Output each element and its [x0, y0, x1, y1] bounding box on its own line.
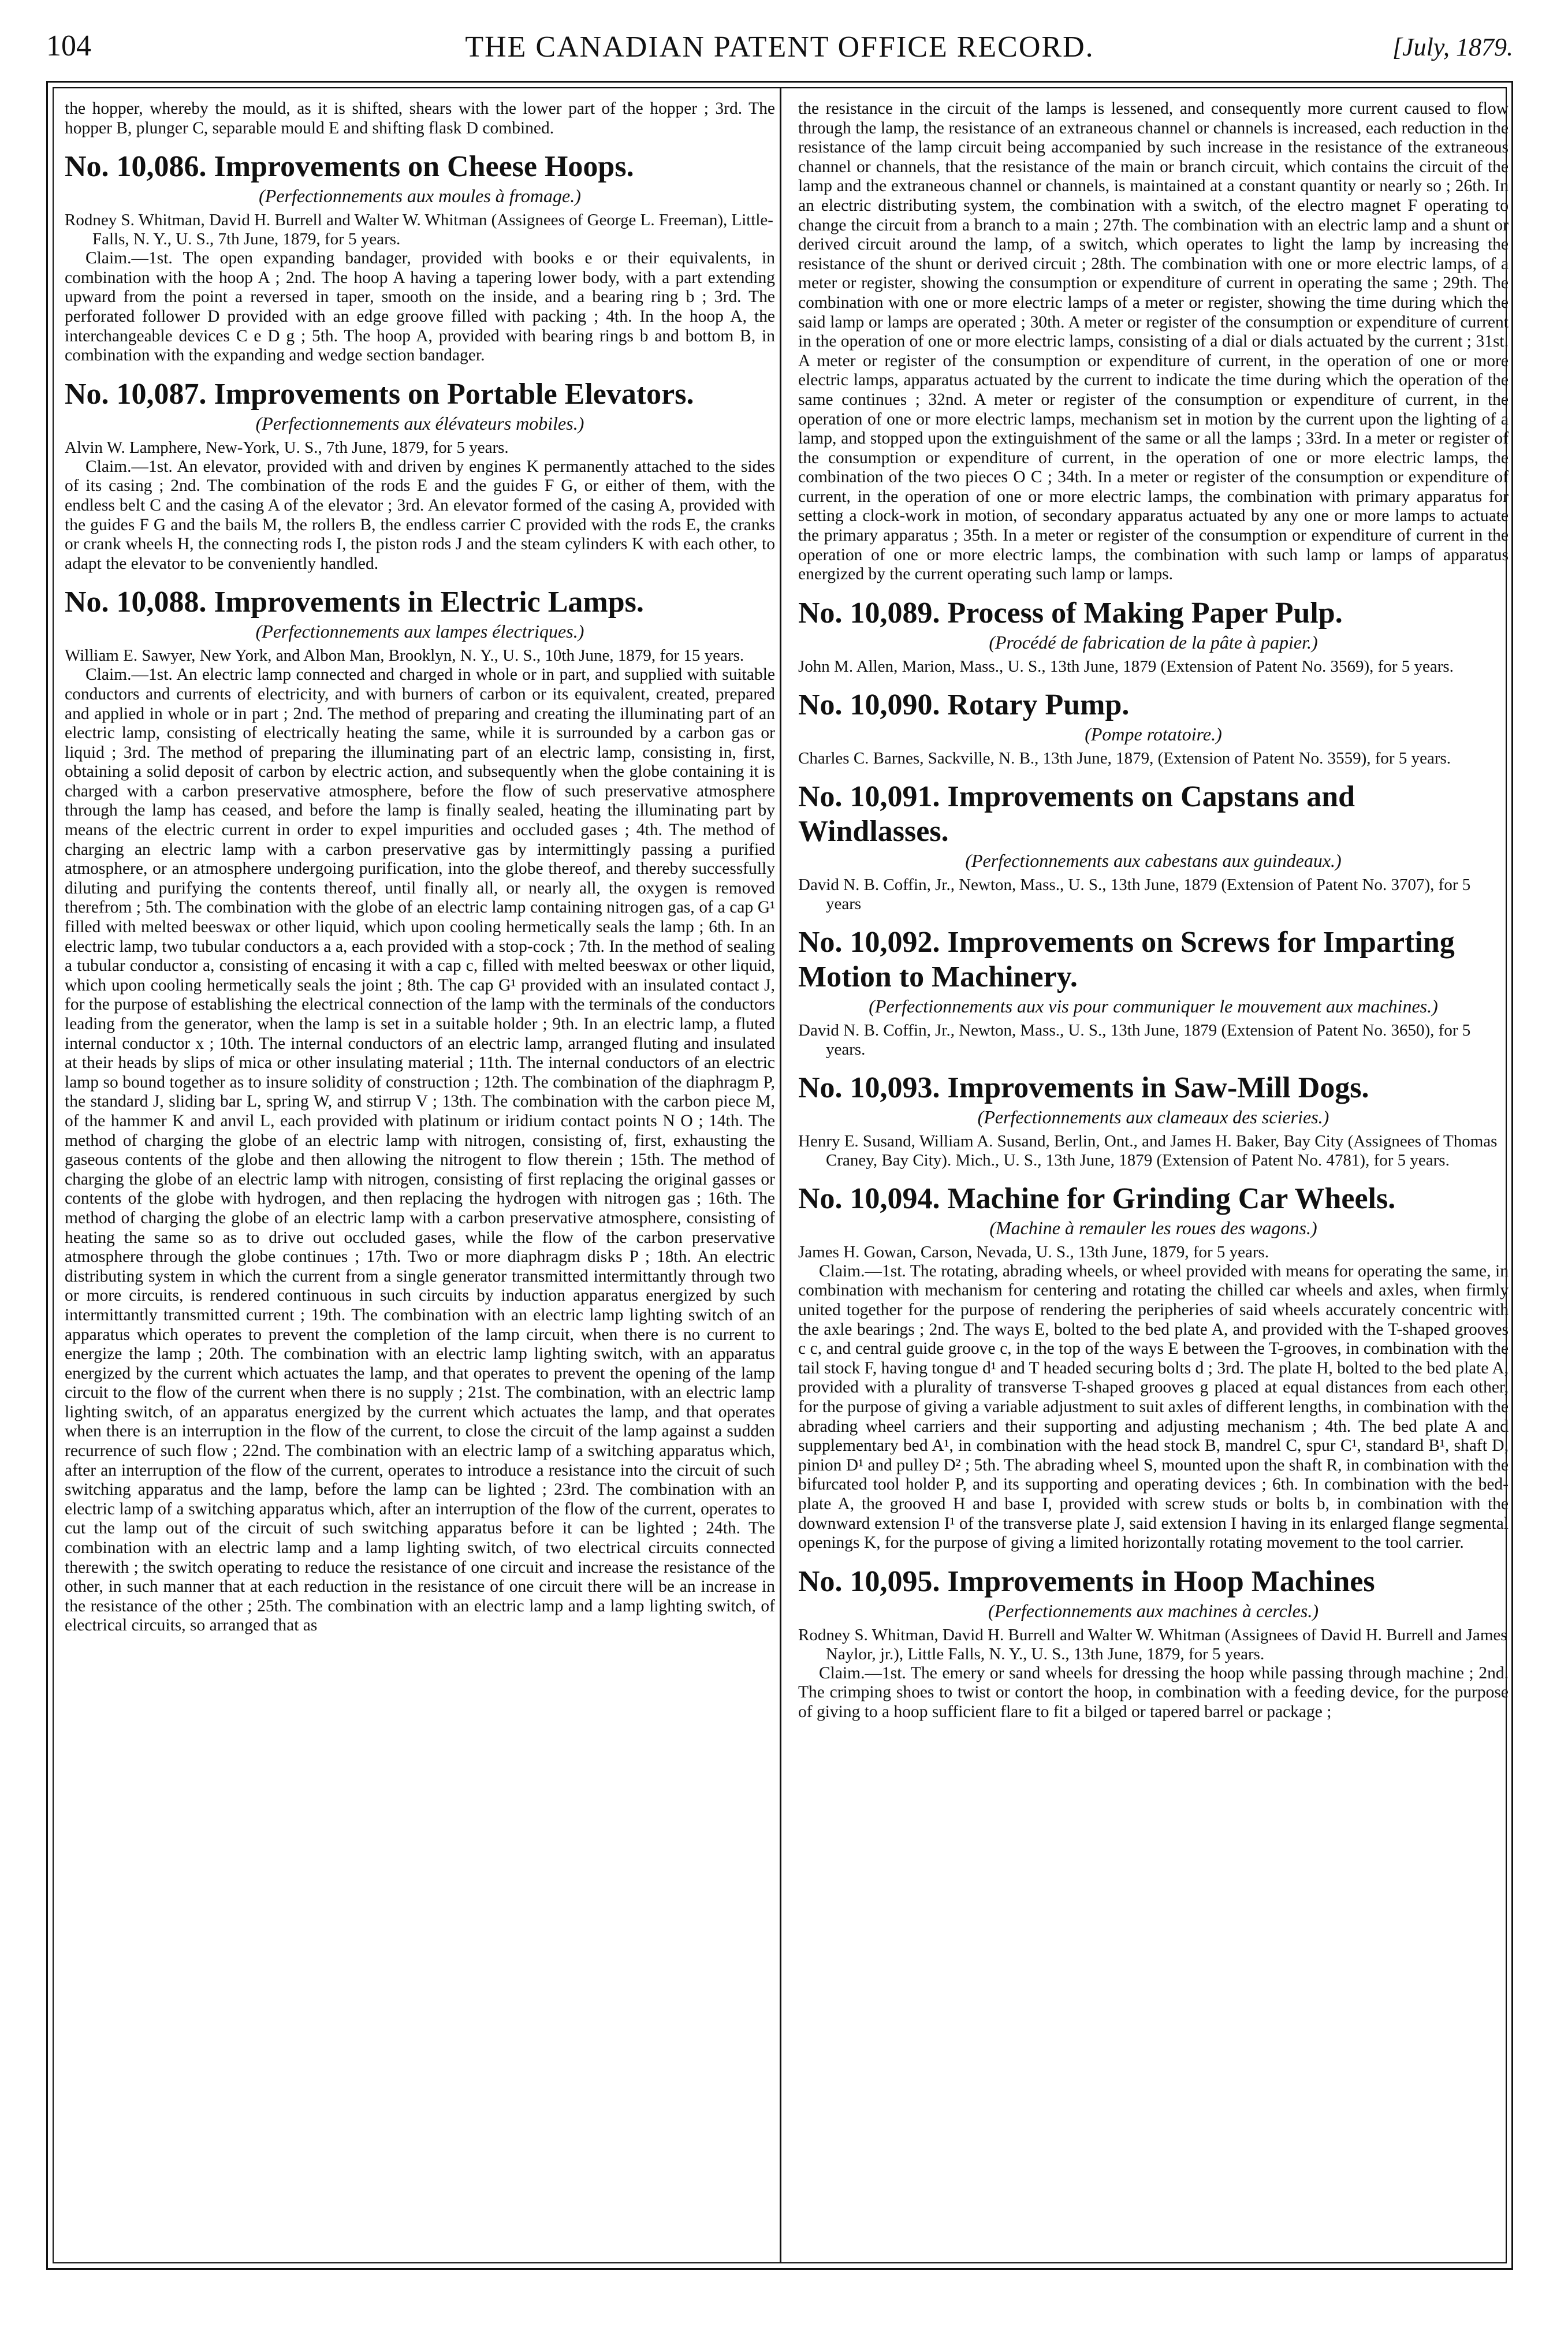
patent-title-10086: No. 10,086. Improvements on Cheese Hoops. — [65, 150, 634, 184]
page-header — [46, 23, 1513, 75]
patent-title-10093: No. 10,093. Improvements in Saw-Mill Dogs. — [798, 1071, 1369, 1104]
patent-title-10090: No. 10,090. Rotary Pump. — [798, 688, 1130, 721]
left-column — [65, 99, 775, 2254]
french-title-10089: (Procédé de fabrication de la pâte à papier.) — [989, 631, 1318, 653]
patent-claim-10088: Claim.—1st. An electric lamp connected and charged in whole or in part, and supplied with suitable conductors and currents of electricity, and with burners of carbon or its equivalent, created, prepared and applied in whole or in part ; 2nd. The method of preparing and creating the illuminating part of an electric lamp, consisting of electrically heating the same, while it is surrounded by a carbon gas or liquid ; 3rd. The method of preparing the illuminating part of an electric lamp, consisting in, first, obtaining a solid deposit of carbon by electric action, and subsequently when the globe containing it is charged with a carbon preservative atmosphere, before the flow of such preservative atmosphere through the lamp has ceased, and before the lamp is finally sealed, heating the illuminating part by means of the electric current in order to expel impurities and occluded gases ; 4th. The method of charging an electric lamp with a carbon preservative gas by intermittingly passing a purified atmosphere, or an atmosphere undergoing purification, into the globe thereof, and thereby successfully diluting and purifying the contents thereof, until finally all, or nearly all, the oxygen is removed therefrom ; 5th. The combination with the globe of an electric lamp containing nitrogen gas, of a cap G¹ filled with melted beeswax or other liquid, which upon cooling hermetically seals the lamp ; 6th. In an electric lamp, two tubular conductors a a, each provided with a stop-cock ; 7th. In the method of sealing a tubular conductor a, consisting of encasing it with a cap c, filled with melted beeswax or other liquid, which upon cooling hermetically seals the joint ; 8th. The cap G¹ provided with an insulated contact J, for the purpose of establishing the electrical connection of the lamp with the terminals of the conductors leading from the generator, when the lamp is set in a suitable holder ; 9th. In an electric lamp, a fluted internal conductor x ; 10th. The internal conductors of an electric lamp, arranged fluting and insulated at their heads by slips of mica or other insulating material ; 11th. The internal conductors of an electric lamp so bound together as to insure solidity of construction ; 12th. The combination of the diaphragm P, the standard J, sliding bar L, spring W, and stirrup V ; 13th. The combination with the carbon piece M, of the hammer K and anvil L, each provided with platinum or iridium contact points N O ; 14th. The method of charging the globe of an electric lamp with nitrogen, consisting of, first, exhausting the gaseous contents of the globe and then allowing the nitrogent to flow therein ; 15th. The method of charging the globe of an electric lamp with nitrogen, consisting of first replacing the original gasses or contents of the globe with hydrogen, and then replacing the hydrogen with nitrogen gas ; 16th. The method of charging the globe of an electric lamp with a carbon preservative atmosphere, consisting of heating the same so as to drive out occluded gases, while the flow of the carbon preservative atmosphere through the globe continues ; 17th. Two or more diaphragm disks P ; 18th. An electric distributing system in which the current from a single generator transmitted intermittantly through two or more circuits, is rendered continuous in such circuits by induction apparatus energized by such intermittantly transmitted current ; 19th. The combination with an electric lamp lighting switch of an apparatus which operates to prevent the completion of the lamp circuit, when there is no current to energize the lamp ; 20th. The combination with an electric lamp lighting switch, with an apparatus energized by the current which actuates the lamp, and that operates to prevent the opening of the lamp circuit to the flow of the current when there is no supply ; 21st. The combination, with an electric lamp lighting switch, of an apparatus energized by the current which actuates the lamp, and that operates when there is an interruption in the flow of the current, to close the circuit of the lamp against a sudden recurrence of such flow ; 22nd. The combination with an electric lamp of a switching apparatus which, after an interruption of the flow of the current, operates to introduce a resistance into the circuit of such switching apparatus and the lamp, before the lamp can be lighted ; 23rd. The combination with an electric lamp of a switching apparatus which, after an interruption of the flow of the current, operates to cut the lamp out of the circuit of such switching apparatus before it can be lighted ; 24th. The combination with an electric lamp and a lamp lighting switch, of two electrical circuits connected therewith ; the switch operating to reduce the resistance of one circuit and increase the resistance of the other, in such manner that at each reduction in the resistance of one circuit there will be an increase in the resistance of the other ; 25th. The combination with an electric lamp and a lamp lighting switch, of electrical circuits, so arranged that as — [65, 665, 775, 1635]
patent-title-10089: No. 10,089. Process of Making Paper Pulp. — [798, 596, 1343, 630]
patent-parties-10086: Rodney S. Whitman, David H. Burrell and Walter W. Whitman (Assignees of George L. Freeman), Little-Falls, N. Y., U. S., 7th June, 1879, for 5 years. — [65, 211, 773, 249]
french-title-10095: (Perfectionnements aux machines à cercles.) — [988, 1600, 1319, 1621]
right-column — [798, 99, 1509, 2254]
patent-parties-10089: John M. Allen, Marion, Mass., U. S., 13th June, 1879 (Extension of Patent No. 3569), for 5 years. — [798, 657, 1454, 676]
patent-title-10091: No. 10,091. Improvements on Capstans and Windlasses. — [798, 780, 1355, 848]
french-title-10094: (Machine à remauler les roues des wagons.) — [989, 1217, 1317, 1238]
continued-text: the hopper, whereby the mould, as it is shifted, shears with the lower part of the hopper ; 3rd. The hopper B, plunger C, separable mould E and shifting flask D combined. — [65, 99, 775, 137]
patent-parties-10088: William E. Sawyer, New York, and Albon Man, Brooklyn, N. Y., U. S., 10th June, 1879, for 15 years. — [65, 646, 744, 665]
patent-title-10094: No. 10,094. Machine for Grinding Car Wheels. — [798, 1182, 1396, 1215]
patent-parties-10093: Henry E. Susand, William A. Susand, Berlin, Ont., and James H. Baker, Bay City (Assignees of Thomas Craney, Bay City). Mich., U. S., 13th June, 1879 (Extension of Patent No. 4781), for 5 years. — [798, 1131, 1498, 1170]
column-divider — [780, 88, 781, 2263]
patent-claim-10094: Claim.—1st. The rotating, abrading wheels, or wheel provided with means for operating the same, in combination with mechanism for centering and rotating the chilled car wheels and axles, when firmly united together for the purpose of rendering the peripheries of said wheels accurately concentric with the axle bearings ; 2nd. The ways E, bolted to the bed plate A, and provided with the T-shaped grooves c c, and central guide groove c, in the top of the ways E between the T-grooves, in combination with the tail stock F, having tongue d¹ and T headed securing bolts d ; 3rd. The plate H, bolted to the bed plate A, provided with a plurality of transverse T-shaped grooves g placed at equal distances from each other, for the purpose of giving a variable adjustment to suit axles of different lengths, in combination with the abrading wheel carriers and their supporting and adjusting mechanism ; 4th. The bed plate A and supplementary bed A¹, in combination with the head stock B, mandrel C, spur C¹, standard B¹, shaft D, pinion D¹ and pulley D² ; 5th. The abrading wheel S, mounted upon the shaft R, in combination with the bifurcated tool holder P, and its supporting and operating devices ; 6th. In combination with the bed-plate A, the grooved H and base I, provided with screw studs or bolts b, in combination with the downward extension I¹ of the transverse plate J, said extension I having in its enlarged flange segmental openings K, for the purpose of giving a limited horizontally rotating movement to the tool carrier. — [798, 1261, 1509, 1552]
french-title-10087: (Perfectionnements aux élévateurs mobiles.) — [255, 412, 584, 434]
patent-parties-10091: David N. B. Coffin, Jr., Newton, Mass., U. S., 13th June, 1879 (Extension of Patent No. 3707), for 5 years — [798, 875, 1471, 913]
patent-title-10095: No. 10,095. Improvements in Hoop Machines — [798, 1565, 1375, 1598]
french-title-10086: (Perfectionnements aux moules à fromage.) — [259, 185, 581, 207]
issue-date: [July, 1879. — [1392, 33, 1513, 61]
french-title-10093: (Perfectionnements aux clameaux des scieries.) — [977, 1106, 1329, 1127]
patent-parties-10090: Charles C. Barnes, Sackville, N. B., 13th June, 1879, (Extension of Patent No. 3559), for 5 years. — [798, 749, 1451, 768]
french-title-10091: (Perfectionnements aux cabestans aux guindeaux.) — [965, 850, 1342, 871]
page-number: 104 — [46, 29, 91, 62]
patent-claim-10095: Claim.—1st. The emery or sand wheels for dressing the hoop while passing through machine ; 2nd. The crimping shoes to twist or contort the hoop, in combination with a feeding device, for the purpose of giving to a hoop sufficient flare to fit a bilged or tapered barrel or package ; — [798, 1663, 1509, 1721]
continued-text-right: the resistance in the circuit of the lamps is lessened, and consequently more current caused to flow through the lamp, the resistance of an extraneous channel or channels is increased, each reduction in the resistance of the lamp circuit being accompanied by such increase in the resistance of the extraneous channel or channels, that the resistance of the main or branch circuit, which contains the circuit of the lamp and the extraneous channel or channels, is maintained at a constant quantity or nearly so ; 26th. In an electric distributing system, the combination with a switch, of the electro magnet F operating to change the circuit from a branch to a main ; 27th. The combination with an electric lamp and a shunt or derived circuit around the lamp, of a switch, which operates to light the lamp by increasing the resistance of the shunt or derived circuit ; 28th. The combination with one or more electric lamps, of a meter or register, showing the consumption or expenditure of current in operating the same ; 29th. The combination with one or more electric lamps of a meter or register, showing the time during which the said lamp or lamps are operated ; 30th. A meter or register of the consumption or expenditure of current in the operation of one or more electric lamps, consisting of a dial or dials actuated by the current ; 31st. A meter or register of the consumption or expenditure of current, in the operation of one or more electric lamps, apparatus actuated by the current to indicate the time during which the operation of the same continues ; 32nd. A meter or register of the consumption or expenditure of current, in the operation of one or more electric lamps, mechanism set in motion by the current upon the lighting of a lamp, and stopped upon the extinguishment of the same or all the lamps ; 33rd. In a meter or register of the consumption or expenditure of current, in the operation of one or more electric lamps, the combination of the two pieces O C ; 34th. In a meter or register of the consumption or expenditure of current, in the operation of one or more electric lamps, the combination with primary apparatus for setting a clock-work in motion, of secondary apparatus actuated by any one or more lamps to actuate the primary apparatus ; 35th. In a meter or register of the consumption or expenditure of current in the operation of one or more electric lamps, the combination with such lamp or lamps of apparatus energized by the current operating such lamp or lamps. — [798, 99, 1509, 584]
patent-parties-10095: Rodney S. Whitman, David H. Burrell and Walter W. Whitman (Assignees of David H. Burrell and James Naylor, jr.), Little Falls, N. Y., U. S., 13th June, 1879, for 5 years. — [798, 1625, 1507, 1663]
patent-parties-10092: David N. B. Coffin, Jr., Newton, Mass., U. S., 13th June, 1879 (Extension of Patent No. 3650), for 5 years. — [798, 1021, 1471, 1059]
patent-title-10088: No. 10,088. Improvements in Electric Lamps. — [65, 586, 644, 619]
french-title-10092: (Perfectionnements aux vis pour communiquer le mouvement aux machines.) — [869, 995, 1438, 1016]
patent-title-10092: No. 10,092. Improvements on Screws for Imparting Motion to Machinery. — [798, 925, 1455, 993]
patent-claim-10087: Claim.—1st. An elevator, provided with and driven by engines K permanently attached to the sides of its casing ; 2nd. The combination of the rods E and the guides F G, or either of them, with the endless belt C and the casing A of the elevator ; 3rd. An elevator formed of the casing A, provided with the guides F G and the bails M, the rollers B, the endless carrier C provided with the rods E, the cranks or crank wheels H, the connecting rods I, the piston rods J and the steam cylinders K with each other, to adapt the elevator to be conveniently handled. — [65, 457, 775, 573]
patent-title-10087: No. 10,087. Improvements on Portable Elevators. — [65, 377, 694, 411]
publication-title: THE CANADIAN PATENT OFFICE RECORD. — [465, 31, 1094, 64]
patent-parties-10094: James H. Gowan, Carson, Nevada, U. S., 13th June, 1879, for 5 years. — [798, 1242, 1269, 1261]
patent-claim-10086: Claim.—1st. The open expanding bandager, provided with books e or their equivalents, in combination with the hoop A ; 2nd. The hoop A having a tapering lower body, with a part extending upward from the point a reversed in taper, smooth on the inside, and a bearing ring b ; 3rd. The perforated follower D provided with an edge groove filled with packing ; 4th. In the hoop A, the interchangeable devices C e D g ; 5th. The hoop A, provided with bearing rings b and bottom B, in combination with the expanding and wedge section bandager. — [65, 249, 775, 365]
french-title-10090: (Pompe rotatoire.) — [1085, 723, 1222, 744]
french-title-10088: (Perfectionnements aux lampes électriques.) — [255, 621, 584, 642]
patent-parties-10087: Alvin W. Lamphere, New-York, U. S., 7th June, 1879, for 5 years. — [65, 438, 509, 457]
